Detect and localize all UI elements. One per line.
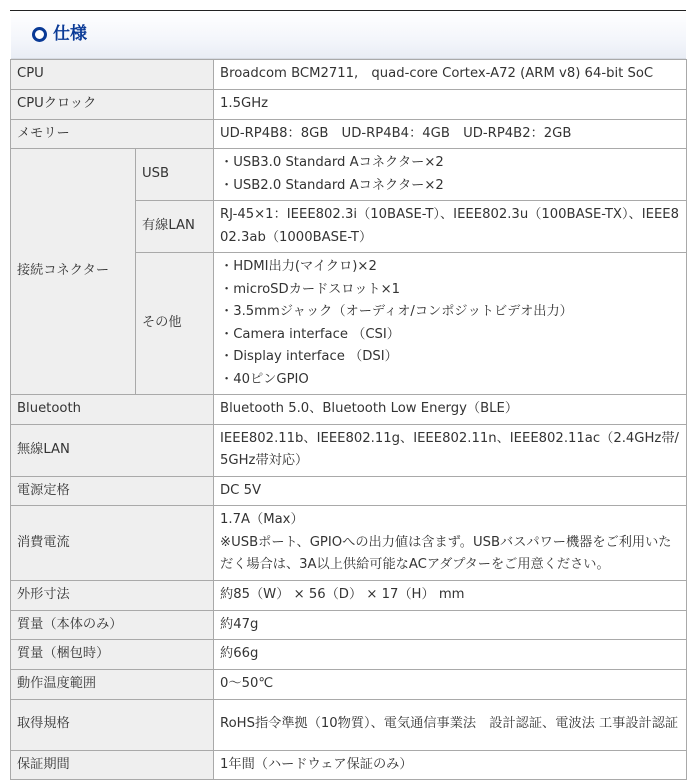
spec-value — [214, 506, 687, 581]
spec-value: 1.5GHz — [214, 89, 687, 119]
spec-label: 接続コネクター — [11, 149, 136, 395]
spec-row-power — [11, 476, 687, 506]
spec-value: DC 5V — [214, 476, 687, 506]
section-header — [11, 11, 686, 59]
list-item: ・HDMI出力(マイクロ)×2 — [220, 259, 377, 274]
spec-label: メモリー — [11, 119, 214, 149]
spec-value: RJ-45×1：IEEE802.3i（10BASE-T）、IEEE802.3u（100BASE-TX）、IEEE802.3ab（1000BASE-T） — [214, 201, 687, 253]
current-max: 1.7A（Max） — [220, 512, 304, 527]
spec-row-current — [11, 506, 687, 581]
spec-row-bluetooth — [11, 395, 687, 425]
spec-row-warranty — [11, 750, 687, 780]
list-item: ・microSDカードスロット×1 — [220, 281, 401, 297]
spec-row-memory — [11, 119, 687, 149]
spec-value: IEEE802.11b、IEEE802.11g、IEEE802.11n、IEEE802.11ac（2.4GHz帯/5GHz帯対応） — [214, 424, 687, 476]
spec-sublabel: 有線LAN — [136, 201, 214, 253]
spec-label: 保証期間 — [11, 750, 214, 780]
spec-value: 約47g — [214, 610, 687, 640]
spec-value: 0～50℃ — [214, 669, 687, 699]
spec-label: Bluetooth — [11, 395, 214, 425]
spec-label: CPUクロック — [11, 89, 214, 119]
spec-table — [10, 59, 687, 780]
spec-value: UD-RP4B8：8GB UD-RP4B4：4GB UD-RP4B2：2GB — [214, 119, 687, 149]
spec-value — [214, 149, 687, 201]
spec-value: 1年間（ハードウェア保証のみ） — [214, 750, 687, 780]
spec-row-cpu — [11, 60, 687, 90]
spec-value — [214, 253, 687, 395]
spec-value: 約66g — [214, 640, 687, 670]
list-item: ・Camera interface （CSI） — [220, 326, 400, 342]
spec-value: Bluetooth 5.0、Bluetooth Low Energy（BLE） — [214, 395, 687, 425]
spec-row-temperature — [11, 669, 687, 699]
spec-label: CPU — [11, 60, 214, 90]
current-note: ※USBポート、GPIOへの出力値は含まず。USBバスパワー機器をご利用いただく場合は、3A以上供給可能なACアダプターをご用意ください。 — [220, 534, 672, 572]
spec-row-wireless — [11, 424, 687, 476]
spec-value: RoHS指令準拠（10物質）、電気通信事業法 設計認証、電波法 工事設計認証 — [214, 699, 687, 750]
spec-label: 取得規格 — [11, 699, 214, 750]
spec-value: 約85（W） × 56（D） × 17（H） mm — [214, 580, 687, 610]
spec-label: 動作温度範囲 — [11, 669, 214, 699]
spec-row-dimensions — [11, 580, 687, 610]
list-item: ・USB3.0 Standard Aコネクター×2 — [220, 155, 444, 170]
list-item: ・3.5mmジャック（オーディオ/コンポジットビデオ出力） — [220, 304, 573, 319]
spec-row-weight-body — [11, 610, 687, 640]
spec-value: Broadcom BCM2711, quad-core Cortex-A72 (ARM v8) 64-bit SoC — [214, 60, 687, 90]
spec-row-certification — [11, 699, 687, 750]
section-title: 仕様 — [53, 24, 87, 44]
spec-row-weight-packed — [11, 640, 687, 670]
spec-label: 質量（本体のみ） — [11, 610, 214, 640]
spec-label: 無線LAN — [11, 424, 214, 476]
spec-label: 外形寸法 — [11, 580, 214, 610]
spec-row-clock — [11, 89, 687, 119]
spec-sublabel: USB — [136, 149, 214, 201]
list-item: ・40ピンGPIO — [220, 371, 309, 387]
spec-label: 電源定格 — [11, 476, 214, 506]
spec-sublabel: その他 — [136, 253, 214, 395]
ring-bullet-icon — [32, 27, 47, 42]
list-item: ・USB2.0 Standard Aコネクター×2 — [220, 177, 444, 193]
list-item: ・Display interface （DSI） — [220, 349, 398, 364]
spec-label: 質量（梱包時） — [11, 640, 214, 670]
spec-row-usb — [11, 149, 687, 201]
spec-label: 消費電流 — [11, 506, 214, 581]
